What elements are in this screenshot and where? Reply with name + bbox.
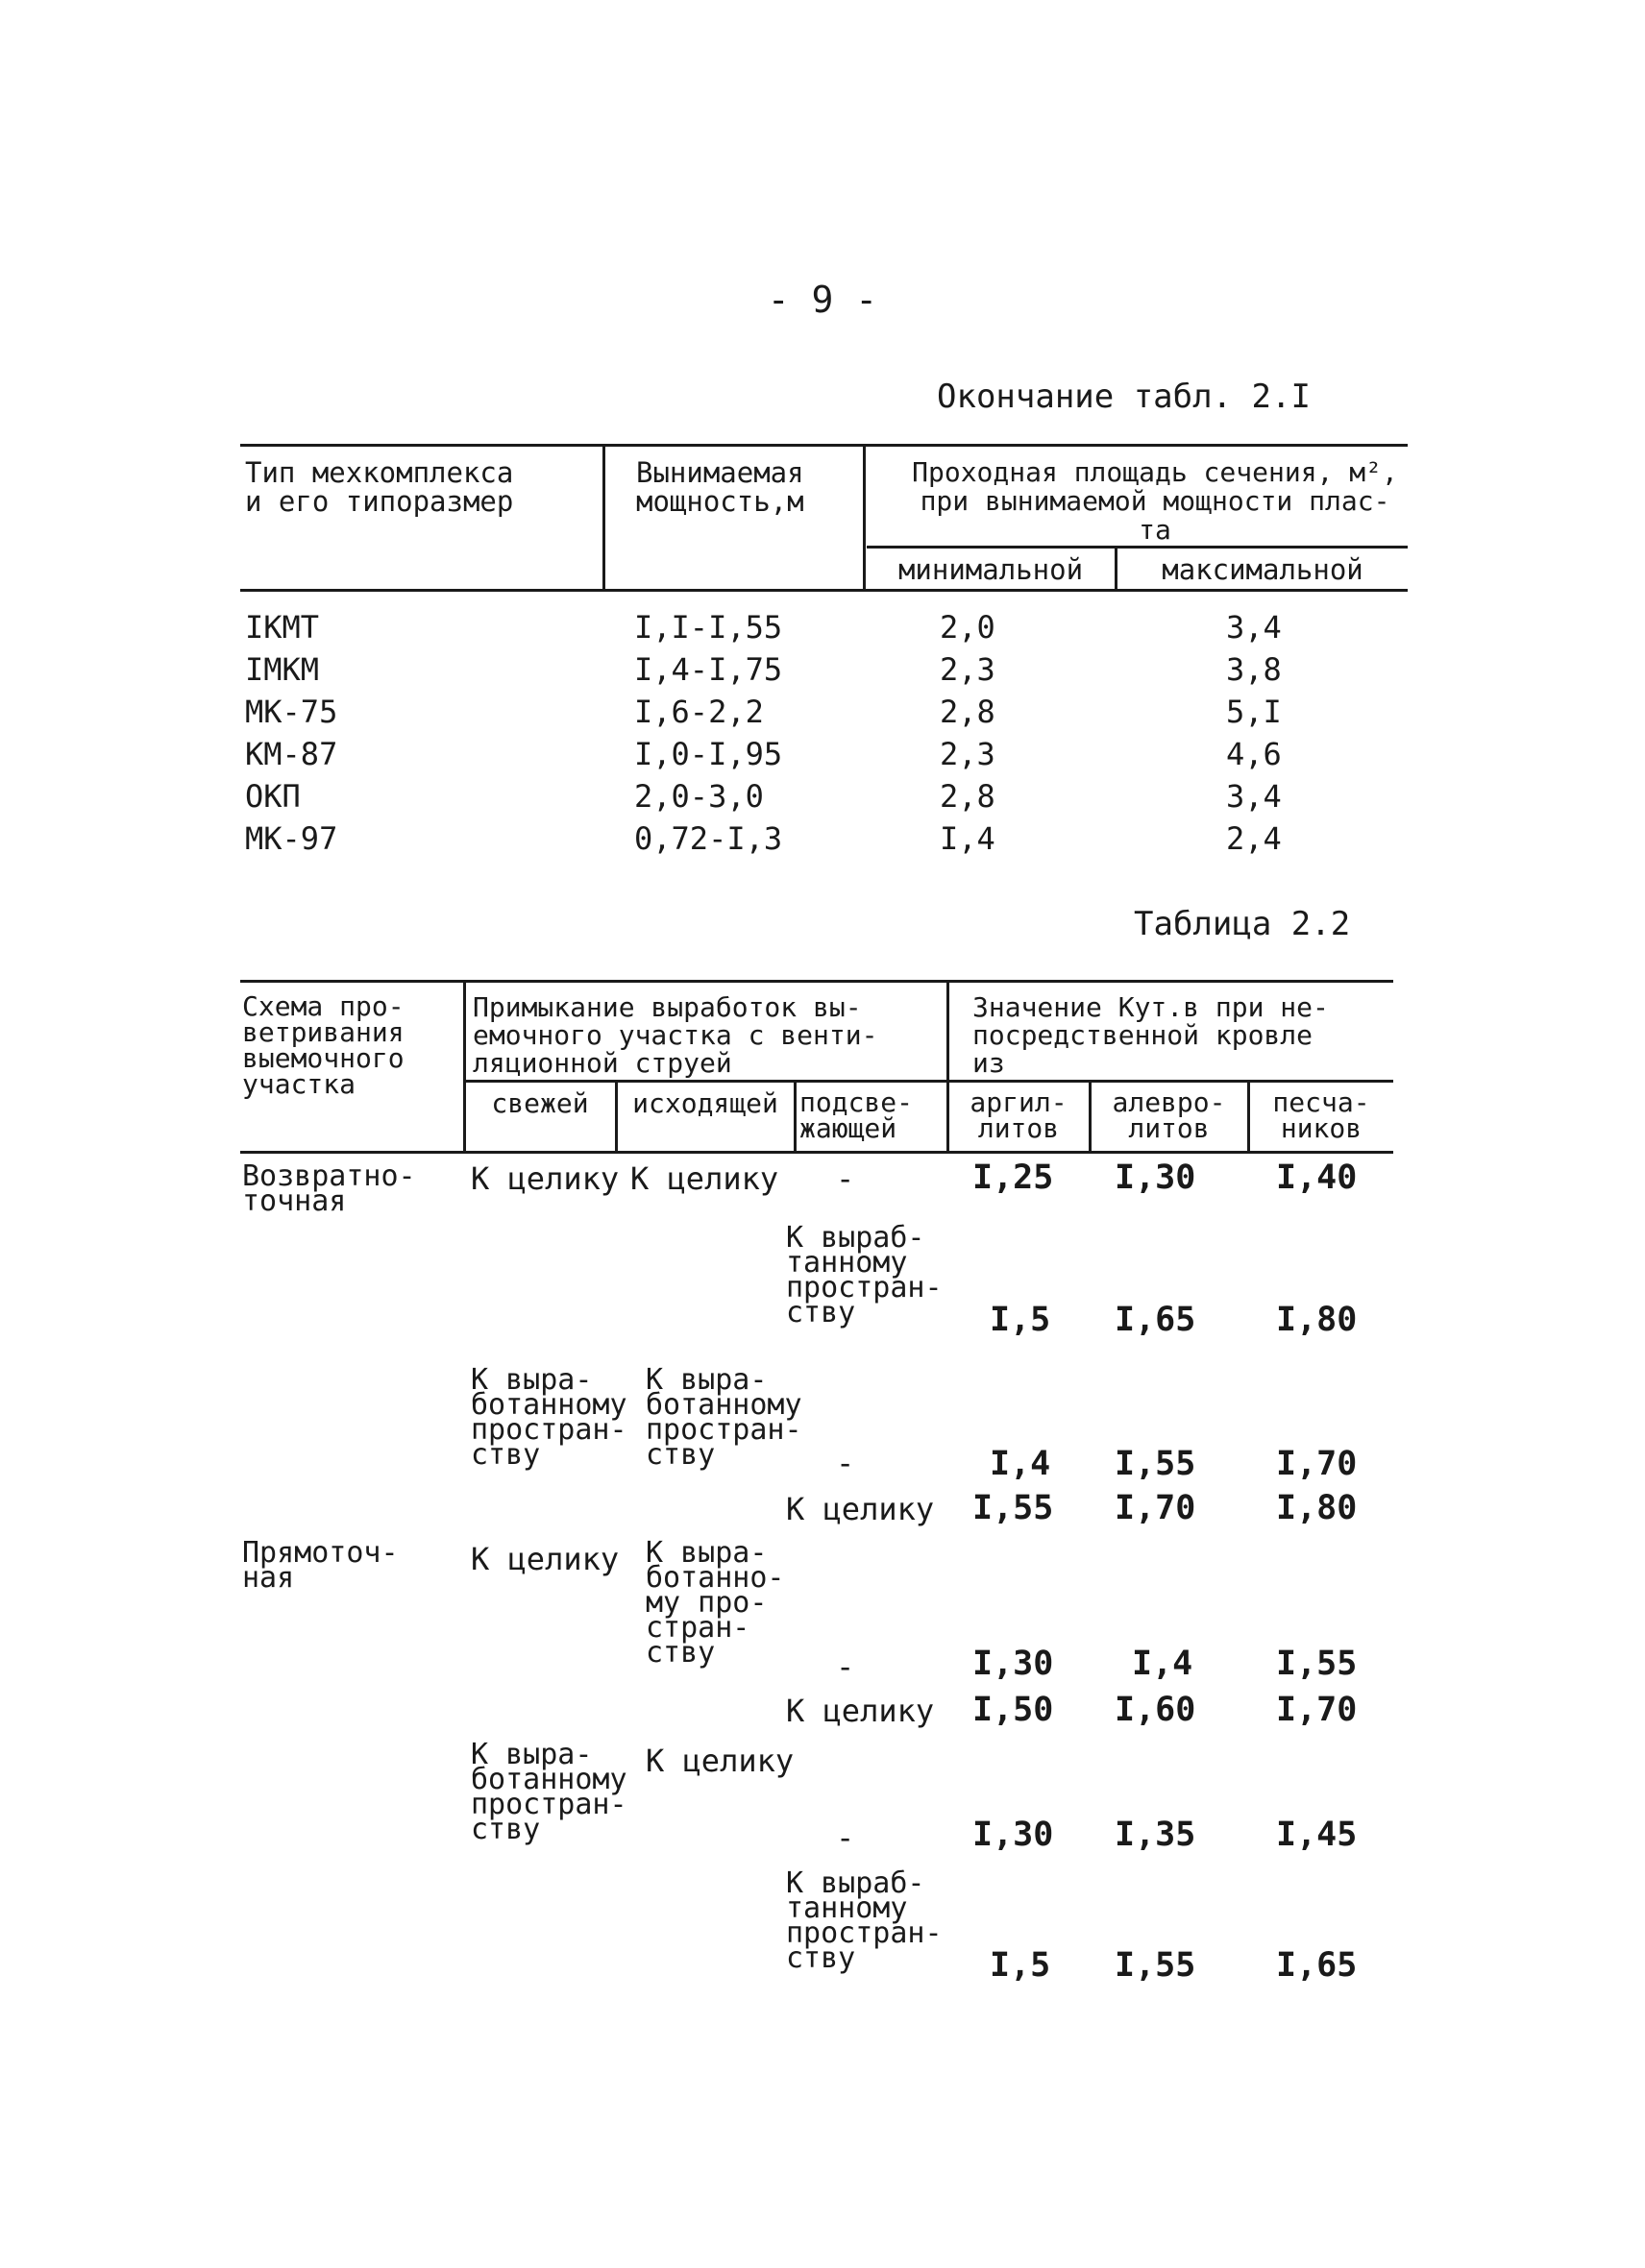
cell-outgoing: К целику xyxy=(646,1743,795,1779)
table1-top-rule xyxy=(240,444,1408,447)
table1-caption: Окончание табл. 2.I xyxy=(937,378,1311,416)
table1-cell-type: МК-97 xyxy=(245,820,338,857)
value-arg: I,30 xyxy=(972,1816,1054,1854)
scheme-direct: Прямоточ- ная xyxy=(242,1536,399,1595)
table1-header-power: Вынимаемая мощность,м xyxy=(636,456,804,518)
cell-outgoing: К выра- ботанному простран- ству xyxy=(646,1363,802,1472)
value-arg: I,5 xyxy=(990,1301,1051,1339)
table1-col-divider-1 xyxy=(602,444,605,590)
value-arg: I,4 xyxy=(990,1445,1051,1483)
cell-fresh-sub: К целику xyxy=(786,1693,935,1729)
table1-cell-min: 2,8 xyxy=(940,694,995,730)
table2-col-divider-3 xyxy=(794,1082,797,1153)
table1-cell-power: I,6-2,2 xyxy=(634,694,764,730)
table1-col-divider-3 xyxy=(1115,548,1117,590)
table1-cell-type: ОКП xyxy=(245,778,301,815)
value-alev: I,35 xyxy=(1115,1816,1196,1854)
table2-header-scheme: Схема про- ветривания выемочного участка xyxy=(242,990,405,1100)
table1-cell-min: 2,3 xyxy=(940,651,995,688)
value-alev: I,30 xyxy=(1115,1158,1196,1197)
table1-subheader-max: максимальной xyxy=(1162,553,1363,586)
value-pesch: I,40 xyxy=(1276,1158,1358,1197)
table1-cell-power: 0,72-I,3 xyxy=(634,820,783,857)
value-alev: I,55 xyxy=(1115,1946,1196,1985)
value-pesch: I,80 xyxy=(1276,1489,1358,1527)
value-alev: I,55 xyxy=(1115,1445,1196,1483)
table2-header-arg: аргил- литов xyxy=(970,1086,1068,1144)
table1-cell-max: 4,6 xyxy=(1226,736,1282,772)
value-arg: I,5 xyxy=(990,1946,1051,1985)
table1-cell-type: IМКМ xyxy=(245,651,320,688)
table2-header-outgoing: исходящей xyxy=(632,1087,778,1119)
table1-cell-max: 3,8 xyxy=(1226,651,1282,688)
cell-fresh: К целику xyxy=(471,1541,620,1577)
cell-fresh-sub: - xyxy=(836,1160,855,1197)
table1-cell-type: IКМТ xyxy=(245,609,320,646)
value-arg: I,55 xyxy=(972,1489,1054,1527)
value-pesch: I,45 xyxy=(1276,1816,1358,1854)
table2-top-rule xyxy=(240,980,1393,983)
value-arg: I,50 xyxy=(972,1691,1054,1729)
value-arg: I,30 xyxy=(972,1645,1054,1683)
table2-header-adjoin: Примыкание выработок вы- емочного участка с венти- ляционной струей xyxy=(473,991,878,1079)
cell-outgoing: К выра- ботанно- му про- стран- ству xyxy=(646,1536,785,1670)
table2-header-fresh: свежей xyxy=(491,1087,589,1119)
table2-subheader-rule xyxy=(465,1080,1393,1083)
cell-fresh-sub: К выраб- танному простран- ству xyxy=(786,1866,943,1975)
table1-subheader-rule xyxy=(867,546,1408,549)
table1-cell-max: 3,4 xyxy=(1226,778,1282,815)
cell-fresh: К выра- ботанному простран- ству xyxy=(471,1363,627,1472)
value-pesch: I,70 xyxy=(1276,1691,1358,1729)
cell-fresh-sub: К целику xyxy=(786,1491,935,1527)
table1-cell-max: 2,4 xyxy=(1226,820,1282,857)
cell-fresh: К целику xyxy=(471,1160,620,1197)
cell-fresh-sub: К выраб- танному простран- ству xyxy=(786,1221,943,1329)
table1-cell-min: 2,0 xyxy=(940,609,995,646)
table2-header-coef: Значение Кут.в при не- посредственной кровле из xyxy=(972,991,1329,1079)
table2-caption: Таблица 2.2 xyxy=(1134,905,1351,943)
table2-col-divider-1 xyxy=(463,980,466,1153)
cell-fresh-sub: - xyxy=(836,1819,855,1856)
table1-cell-type: КМ-87 xyxy=(245,736,338,772)
cell-fresh-sub: - xyxy=(836,1445,855,1481)
table1-cell-power: I,4-I,75 xyxy=(634,651,783,688)
value-pesch: I,70 xyxy=(1276,1445,1358,1483)
table1-header-type: Тип мехкомплекса и его типоразмер xyxy=(245,456,514,518)
table1-cell-min: 2,8 xyxy=(940,778,995,815)
table1-cell-power: I,0-I,95 xyxy=(634,736,783,772)
page-number: - 9 - xyxy=(767,279,878,321)
table1-cell-max: 5,I xyxy=(1226,694,1282,730)
table1-cell-max: 3,4 xyxy=(1226,609,1282,646)
value-alev: I,70 xyxy=(1115,1489,1196,1527)
cell-fresh: К выра- ботанному простран- ству xyxy=(471,1738,627,1846)
value-pesch: I,80 xyxy=(1276,1301,1358,1339)
table1-cell-power: I,I-I,55 xyxy=(634,609,783,646)
table1-col-divider-2 xyxy=(863,444,866,590)
cell-fresh-sub: - xyxy=(836,1648,855,1685)
table1-cell-min: 2,3 xyxy=(940,736,995,772)
value-alev: I,4 xyxy=(1132,1645,1193,1683)
value-pesch: I,65 xyxy=(1276,1946,1358,1985)
table1-cell-power: 2,0-3,0 xyxy=(634,778,764,815)
table1-header-area: Проходная площадь сечения, м², при вынимаемой мощности плас- та xyxy=(912,456,1398,546)
table1-header-bottom-rule xyxy=(240,589,1408,592)
table2-header-alev: алевро- литов xyxy=(1112,1086,1226,1144)
table2-header-bottom-rule xyxy=(240,1151,1393,1154)
table1-subheader-min: минимальной xyxy=(897,553,1084,586)
cell-outgoing: К целику xyxy=(630,1160,779,1197)
table2-header-fresh-sub: подсве- жающей xyxy=(799,1086,914,1144)
value-arg: I,25 xyxy=(972,1158,1054,1197)
value-alev: I,65 xyxy=(1115,1301,1196,1339)
value-pesch: I,55 xyxy=(1276,1645,1358,1683)
value-alev: I,60 xyxy=(1115,1691,1196,1729)
table1-cell-type: МК-75 xyxy=(245,694,338,730)
table2-header-pesch: песча- ников xyxy=(1272,1086,1370,1144)
scheme-return: Возвратно- точная xyxy=(242,1159,416,1218)
table1-cell-min: I,4 xyxy=(940,820,995,857)
